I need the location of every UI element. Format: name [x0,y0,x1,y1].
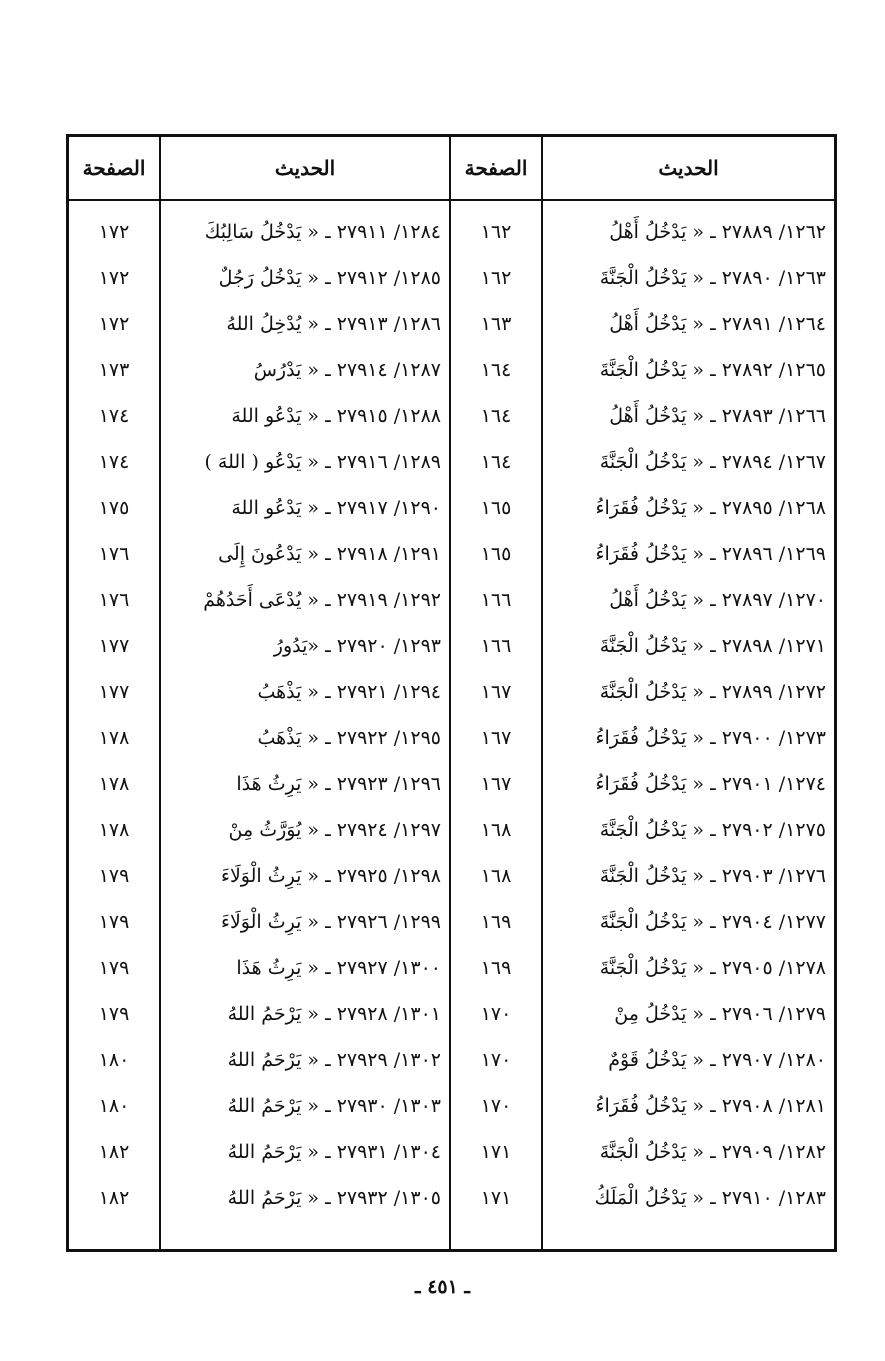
hadith-entry: ١٢٨٥/ ٢٧٩١٢ ـ « يَدْخُلُ رَجُلٌ [218,267,441,289]
hadith-entry: ١٢٨٣/ ٢٧٩١٠ ـ « يَدْخُلُ الْمَلَكُ [594,1187,826,1209]
hadith-entry: ١٢٩٨/ ٢٧٩٢٥ ـ « يَرِثُ الْوَلَاءَ [221,865,441,887]
hadith-entry: ١٢٩٢/ ٢٧٩١٩ ـ « يُدْعَى أَحَدُهُمْ [203,589,441,611]
page-number-entry: ١٦٤ [480,405,512,427]
page-number-entry: ١٧٠ [480,1049,512,1071]
page-number-entry: ١٧٥ [98,497,130,519]
hadith-entry: ١٢٨٠/ ٢٧٩٠٧ ـ « يَدْخُلُ قَوْمٌ [608,1049,826,1071]
hadith-entry: ١٢٩٦/ ٢٧٩٢٣ ـ « يَرِثُ هَذَا [236,773,441,795]
page-number-entry: ١٧٠ [480,1095,512,1117]
hadith-entry: ١٢٦٥/ ٢٧٨٩٢ ـ « يَدْخُلُ الْجَنَّةَ [599,359,826,381]
hadith-entry: ١٣٠٥/ ٢٧٩٣٢ ـ « يَرْحَمُ اللهُ [227,1187,441,1209]
hadith-entry: ١٢٩٠/ ٢٧٩١٧ ـ « يَدْعُو اللهَ [231,497,441,519]
page-number-entry: ١٦٦ [480,589,512,611]
page-number-entry: ١٧٧ [98,635,130,657]
page-number-entry: ١٧٩ [98,1003,130,1025]
page-number-entry: ١٧١ [480,1187,512,1209]
page-number-entry: ١٧٨ [98,727,130,749]
hadith-entry: ١٢٨٧/ ٢٧٩١٤ ـ « يَدْرُسُ [253,359,441,381]
hadith-entry: ١٣٠٢/ ٢٧٩٢٩ ـ « يَرْحَمُ اللهُ [227,1049,441,1071]
hadith-entry: ١٢٩٧/ ٢٧٩٢٤ ـ « يُوَرَّثُ مِنْ [228,819,441,841]
header-page-right: الصفحة [464,156,528,180]
hadith-entry: ١٢٧٧/ ٢٧٩٠٤ ـ « يَدْخُلُ الْجَنَّةَ [599,911,826,933]
page-number-entry: ١٧٠ [480,1003,512,1025]
page-number-entry: ١٨٠ [98,1095,130,1117]
hadith-entry: ١٢٧٨/ ٢٧٩٠٥ ـ « يَدْخُلُ الْجَنَّةَ [599,957,826,979]
hadith-entry: ١٢٨١/ ٢٧٩٠٨ ـ « يَدْخُلُ فُقَرَاءُ [595,1095,826,1117]
hadith-entry: ١٣٠١/ ٢٧٩٢٨ ـ « يَرْحَمُ اللهُ [227,1003,441,1025]
page-number-entry: ١٦٢ [480,267,512,289]
page-number-entry: ١٧٤ [98,405,130,427]
page-number-entry: ١٦٥ [480,543,512,565]
hadith-entry: ١٢٨٤/ ٢٧٩١١ ـ « يَدْخُلُ سَالِبُكَ [204,221,441,243]
header-divider [69,199,834,201]
page-number-entry: ١٦٢ [480,221,512,243]
hadith-entry: ١٢٩٥/ ٢٧٩٢٢ ـ « يَذْهَبُ [257,727,441,749]
page-number-entry: ١٦٦ [480,635,512,657]
hadith-entry: ١٢٧٩/ ٢٧٩٠٦ ـ « يَدْخُلُ مِنْ [614,1003,826,1025]
page-number-entry: ١٧٣ [98,359,130,381]
page-number-entry: ١٦٨ [480,819,512,841]
hadith-entry: ١٢٧٠/ ٢٧٨٩٧ ـ « يَدْخُلُ أَهْلُ [609,589,826,611]
hadith-entry: ١٢٦٧/ ٢٧٨٩٤ ـ « يَدْخُلُ الْجَنَّةَ [599,451,826,473]
index-table [66,134,837,1252]
page-number-entry: ١٦٩ [480,911,512,933]
page-number-entry: ١٦٤ [480,451,512,473]
hadith-entry: ١٢٧٣/ ٢٧٩٠٠ ـ « يَدْخُلُ فُقَرَاءُ [595,727,826,749]
page-number-entry: ١٧٢ [98,313,130,335]
hadith-entry: ١٢٦٨/ ٢٧٨٩٥ ـ « يَدْخُلُ فُقَرَاءُ [595,497,826,519]
header-hadith-right: الحديث [658,156,719,180]
page-number-entry: ١٨٢ [98,1187,130,1209]
hadith-entry: ١٢٦٩/ ٢٧٨٩٦ ـ « يَدْخُلُ فُقَرَاءُ [595,543,826,565]
hadith-entry: ١٣٠٠/ ٢٧٩٢٧ ـ « يَرِثُ هَذَا [236,957,441,979]
hadith-entry: ١٢٩٤/ ٢٧٩٢١ ـ « يَذْهَبُ [257,681,441,703]
page-number-entry: ١٧٢ [98,221,130,243]
page-number-entry: ١٦٣ [480,313,512,335]
page-number-entry: ١٧٩ [98,911,130,933]
page-number-entry: ١٧٨ [98,773,130,795]
hadith-entry: ١٢٦٣/ ٢٧٨٩٠ ـ « يَدْخُلُ الْجَنَّةَ [599,267,826,289]
hadith-entry: ١٢٨٩/ ٢٧٩١٦ ـ « يَدْعُو ( اللهَ ) [204,451,441,473]
hadith-entry: ١٢٩١/ ٢٧٩١٨ ـ « يَدْعُونَ إِلَى [218,543,441,565]
hadith-entry: ١٢٦٦/ ٢٧٨٩٣ ـ « يَدْخُلُ أَهْلُ [609,405,826,427]
hadith-entry: ١٢٨٦/ ٢٧٩١٣ ـ « يُدْخِلُ اللهُ [226,313,441,335]
page-number-entry: ١٦٧ [480,773,512,795]
hadith-entry: ١٣٠٤/ ٢٧٩٣١ ـ « يَرْحَمُ اللهُ [227,1141,441,1163]
hadith-entry: ١٢٨٨/ ٢٧٩١٥ ـ « يَدْعُو اللهَ [231,405,441,427]
page-number-entry: ١٦٧ [480,681,512,703]
page-number-entry: ١٦٨ [480,865,512,887]
page-number-entry: ١٧٧ [98,681,130,703]
page-number-entry: ١٧٩ [98,957,130,979]
page-number-entry: ١٧٢ [98,267,130,289]
page-number: ـ ٤٥١ ـ [415,1276,470,1298]
page-number-entry: ١٨٠ [98,1049,130,1071]
hadith-entry: ١٢٧٢/ ٢٧٨٩٩ ـ « يَدْخُلُ الْجَنَّةَ [599,681,826,703]
page-number-entry: ١٦٥ [480,497,512,519]
page-number-entry: ١٧٦ [98,543,130,565]
page-number-entry: ١٧١ [480,1141,512,1163]
page-number-entry: ١٧٨ [98,819,130,841]
hadith-entry: ١٢٧٦/ ٢٧٩٠٣ ـ « يَدْخُلُ الْجَنَّةَ [599,865,826,887]
page-number-entry: ١٧٦ [98,589,130,611]
page-number-entry: ١٦٩ [480,957,512,979]
hadith-entry: ١٢٧١/ ٢٧٨٩٨ ـ « يَدْخُلُ الْجَنَّةَ [599,635,826,657]
page-number-entry: ١٧٤ [98,451,130,473]
hadith-entry: ١٢٩٣/ ٢٧٩٢٠ ـ «يَدُورُ [273,635,441,657]
page-number-entry: ١٦٤ [480,359,512,381]
hadith-entry: ١٢٦٢/ ٢٧٨٨٩ ـ « يَدْخُلُ أَهْلُ [609,221,826,243]
hadith-entry: ١٢٩٩/ ٢٧٩٢٦ ـ « يَرِثُ الْوَلَاءَ [221,911,441,933]
header-hadith-left: الحديث [274,156,336,180]
hadith-entry: ١٢٦٤/ ٢٧٨٩١ ـ « يَدْخُلُ أَهْلُ [609,313,826,335]
header-page-left: الصفحة [82,156,146,180]
page-number-entry: ١٧٩ [98,865,130,887]
hadith-entry: ١٢٧٥/ ٢٧٩٠٢ ـ « يَدْخُلُ الْجَنَّةَ [599,819,826,841]
page-number-entry: ١٦٧ [480,727,512,749]
hadith-entry: ١٣٠٣/ ٢٧٩٣٠ ـ « يَرْحَمُ اللهُ [227,1095,441,1117]
hadith-entry: ١٢٧٤/ ٢٧٩٠١ ـ « يَدْخُلُ فُقَرَاءُ [595,773,826,795]
page-number-entry: ١٨٢ [98,1141,130,1163]
hadith-entry: ١٢٨٢/ ٢٧٩٠٩ ـ « يَدْخُلُ الْجَنَّةَ [599,1141,826,1163]
